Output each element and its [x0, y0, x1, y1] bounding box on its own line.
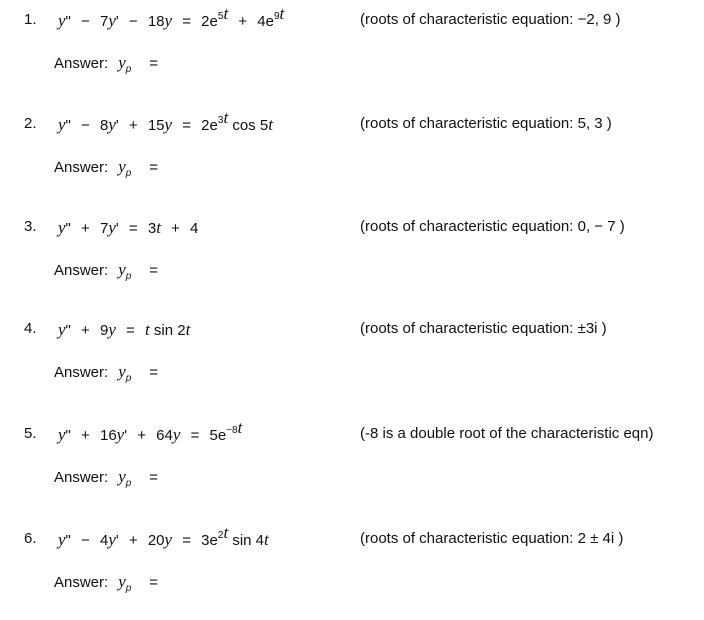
problem-5: [0, 414, 704, 504]
answer-line: [54, 572, 158, 592]
problem-4: [0, 309, 704, 399]
differential-equation: y" − $7y' - 18y = 2e^{5t} + 4e^{9t}$: [58, 4, 285, 30]
differential-equation: y" + $16y' + 64y = 5e^{-8t}$: [58, 418, 243, 444]
problem-number: 2.: [24, 115, 37, 132]
differential-equation: y" − $8y' + 15y = 2e^{3t}$ cos 5t: [58, 108, 273, 134]
problem-number: 5.: [24, 425, 37, 442]
equals-sign: =: [149, 469, 159, 486]
equals-sign: =: [149, 364, 159, 381]
answer-label: Answer:: [54, 262, 109, 279]
equals-sign: =: [149, 262, 159, 279]
particular-solution-symbol: $y_p$: [118, 362, 132, 384]
problem-2: [0, 104, 704, 194]
problem-number: 6.: [24, 530, 37, 547]
roots-note: (roots of characteristic equation: −2, 9 ): [360, 11, 621, 28]
answer-line: [54, 157, 158, 177]
particular-solution-symbol: $y_p$: [118, 260, 132, 282]
answer-line: [54, 467, 158, 487]
equals-sign: =: [149, 574, 159, 591]
answer-line: [54, 260, 158, 280]
answer-line: [54, 362, 158, 382]
roots-note: (roots of characteristic equation: 5, 3 ): [360, 115, 612, 132]
answer-line: [54, 53, 158, 73]
particular-solution-symbol: $y_p$: [118, 467, 132, 489]
roots-note: (roots of characteristic equation: ±3i ): [360, 320, 607, 337]
answer-label: Answer:: [54, 469, 109, 486]
equals-sign: =: [149, 159, 159, 176]
problem-1: [0, 0, 704, 90]
roots-note: (-8 is a double root of the characteristic eqn): [360, 425, 654, 442]
particular-solution-symbol: $y_p$: [118, 157, 132, 179]
answer-label: Answer:: [54, 574, 109, 591]
problem-number: 4.: [24, 320, 37, 337]
particular-solution-symbol: $y_p$: [118, 53, 132, 75]
differential-equation: y" + 9y = t sin 2t: [58, 320, 191, 339]
answer-label: Answer:: [54, 159, 109, 176]
differential-equation: y" − $4y' + 20y = 3e^{2t}$ sin 4t: [58, 523, 269, 549]
particular-solution-symbol: $y_p$: [118, 572, 132, 594]
roots-note: (roots of characteristic equation: 2 ± 4i ): [360, 530, 624, 547]
equals-sign: =: [149, 55, 159, 72]
roots-note: (roots of characteristic equation: 0, − 7 ): [360, 218, 625, 235]
answer-label: Answer:: [54, 364, 109, 381]
problem-number: 3.: [24, 218, 37, 235]
problem-6: [0, 519, 704, 609]
answer-label: Answer:: [54, 55, 109, 72]
problem-number: 1.: [24, 11, 37, 28]
differential-equation: y" + 7y' = 3t + 4: [58, 218, 199, 237]
problem-3: [0, 207, 704, 297]
